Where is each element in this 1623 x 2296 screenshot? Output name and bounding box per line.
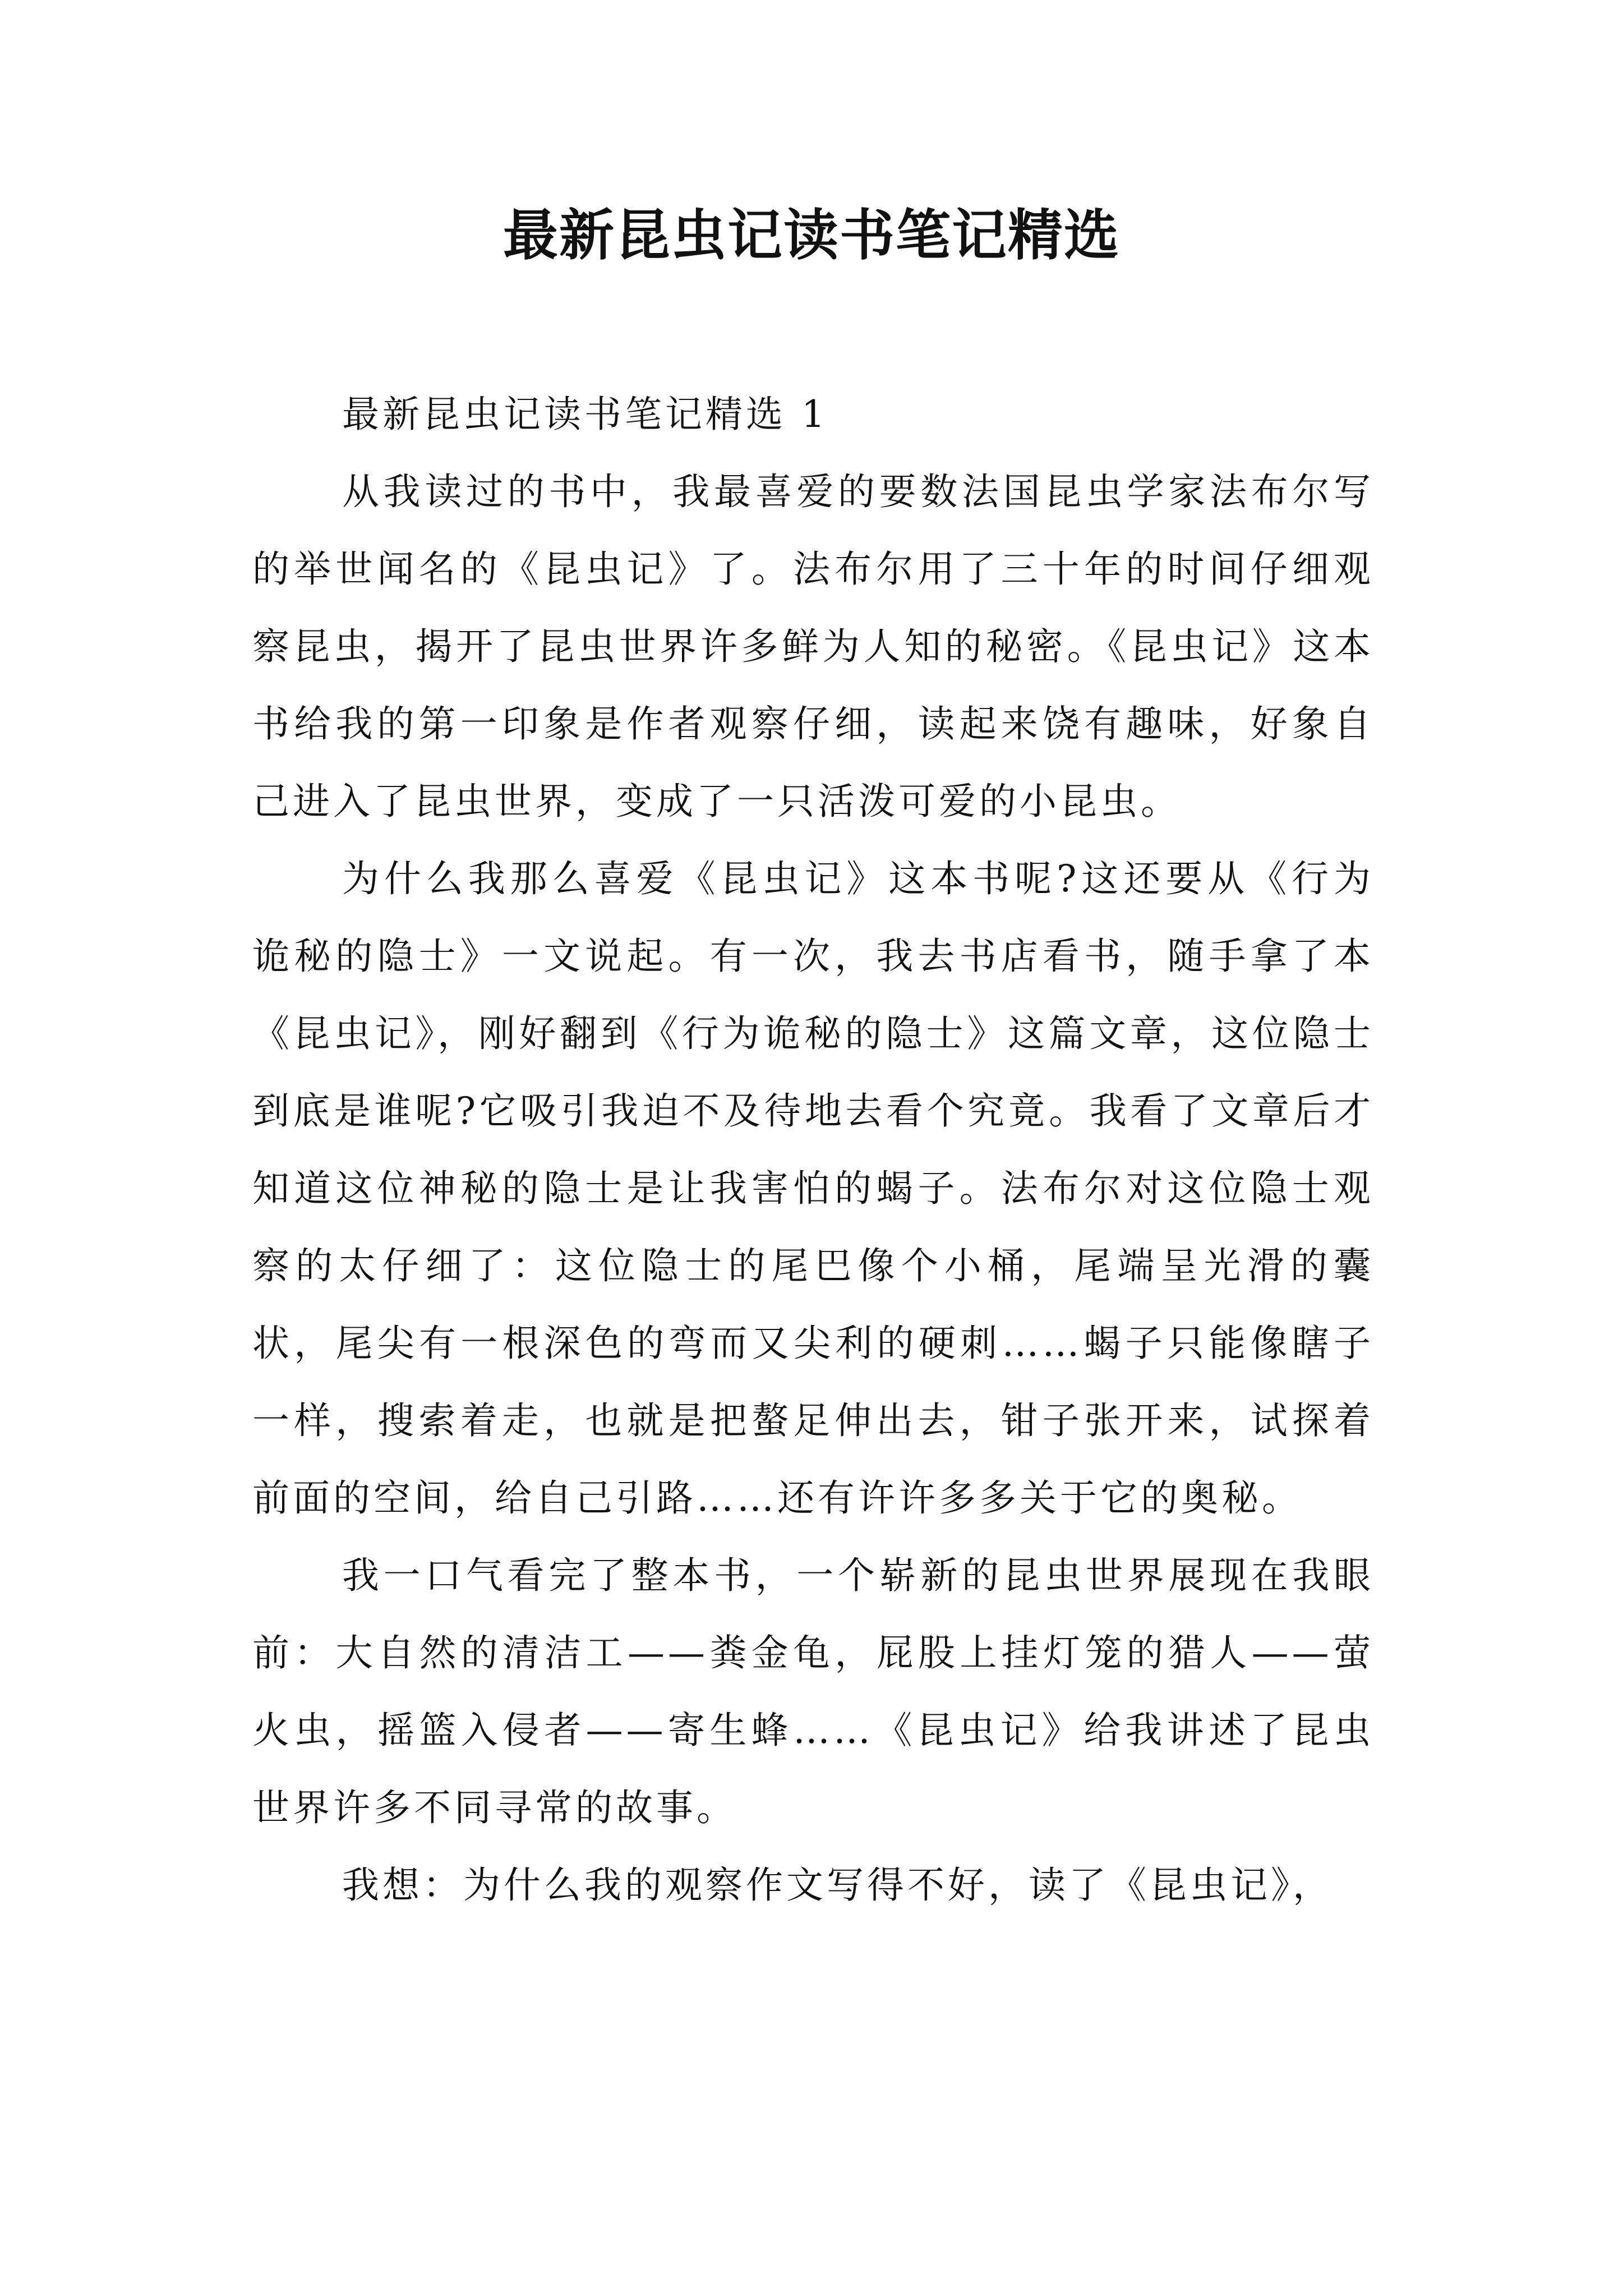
paragraph: 我想：为什么我的观察作文写得不好，读了《昆虫记》， [342,1864,1333,1907]
document-title: 最新昆虫记读书笔记精选 [502,203,1120,268]
paragraph: 我一口气看完了整本书，一个崭新的昆虫世界展现在我眼前：大自然的清洁工——粪金龟，屁股上挂灯笼的猎人——萤火虫，摇篮入侵者——寄生蜂……《昆虫记》给我讲述了昆虫世界许多不同寻常的故事。 [252,1554,1374,1829]
section-heading: 最新昆虫记读书笔记精选 1 [342,393,828,436]
paragraph: 从我读过的书中，我最喜爱的要数法国昆虫学家法布尔写的举世闻名的《昆虫记》了。法布尔用了三十年的时间仔细观察昆虫，揭开了昆虫世界许多鲜为人知的秘密。《昆虫记》这本书给我的第一印象是作者观察仔细，读起来饶有趣味，好象自己进入了昆虫世界，变成了一只活泼可爱的小昆虫。 [252,470,1374,823]
paragraph: 为什么我那么喜爱《昆虫记》这本书呢?这还要从《行为诡秘的隐士》一文说起。有一次，我去书店看书，随手拿了本《昆虫记》，刚好翻到《行为诡秘的隐士》这篇文章，这位隐士到底是谁呢?它吸引我迫不及待地去看个究竟。我看了文章后才知道这位神秘的隐士是让我害怕的蝎子。法布尔对这位隐士观察的太仔细了：这位隐士的尾巴像个小桶，尾端呈光滑的囊状，尾尖有一根深色的弯而又尖利的硬刺……蝎子只能像瞎子一样，搜索着走，也就是把螯足伸出去，钳子张开来，试探着前面的空间，给自己引路……还有许许多多关于它的奥秘。 [252,857,1374,1520]
document-body [252,376,1374,1924]
